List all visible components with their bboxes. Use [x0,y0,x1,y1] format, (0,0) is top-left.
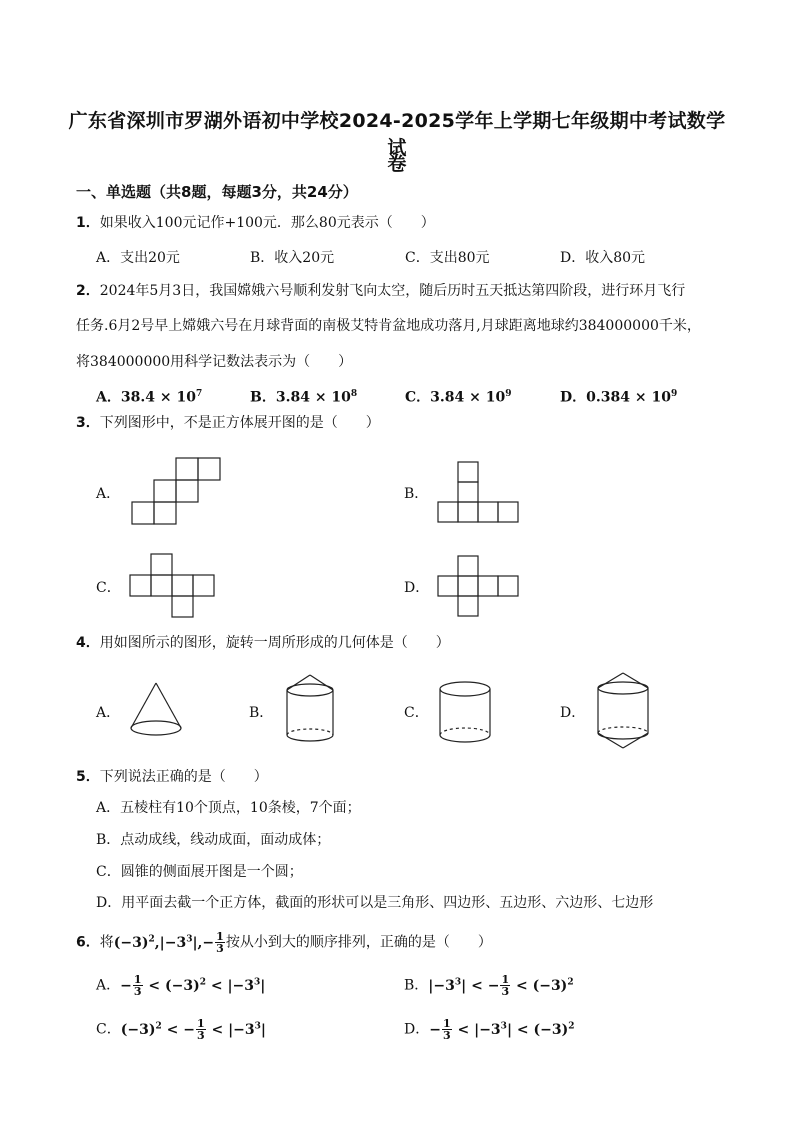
question-number: 5． [76,769,100,785]
section-heading: 一、单选题（共8题，每题3分，共24分） [76,183,358,201]
q1-option-b[interactable]: B．收入20元 [250,250,335,266]
solid-double-cone-cylinder[interactable] [598,673,648,748]
question-text: 如果收入100元记作+100元．那么80元表示（ ） [99,215,435,231]
option-exponent: 7 [195,389,203,399]
q5-option-d[interactable]: D．用平面去截一个正方体，截面的形状可以是三角形、四边形、五边形、六边形、七边形 [96,895,654,911]
q4-label-c[interactable]: C． [404,705,429,721]
option-letter: B． [250,389,276,406]
solid-cylinder-with-cone[interactable] [287,675,333,741]
question-text-pre: 将 [99,934,114,951]
q6-expression: $(-3)^2,|-3^3|,-$ $\frac{1}{3}$ [113,930,224,956]
q6-option-b[interactable]: B．$|-3^3|$ < − $\frac{1}{3}$ < $(-3)^2$ [404,973,574,999]
option-base: 3.84 × 10 [430,389,506,406]
solid-cone[interactable] [131,683,181,735]
question-6 [76,925,492,956]
option-letter: D． [404,1021,430,1038]
exam-title-line1: 广东省深圳市罗湖外语初中学校2024-2025学年上学期七年级期中考试数学试 [68,110,726,159]
q5-option-c[interactable]: C．圆锥的侧面展开图是一个圆； [96,864,303,880]
q1-option-d[interactable]: D．收入80元 [560,250,646,266]
question-4 [76,633,450,653]
q1-option-c[interactable]: C．支出80元 [405,250,490,266]
exam-title-line2: 卷 [387,153,407,175]
fraction-one-third: $\frac{1}{3}$ [216,930,224,956]
cube-net-d[interactable] [438,556,518,616]
question-2-line2: 任务.6月2号早上嫦娥六号在月球背面的南极艾特肯盆地成功落月,月球距离地球约384000000千米， [76,318,701,334]
option-base: 3.84 × 10 [275,389,351,406]
question-number: 2． [76,283,100,299]
q6-option-d[interactable]: D．− $\frac{1}{3}$ < $|-3^3| < (-3)^2$ [404,1017,575,1043]
q3-label-a[interactable]: A． [96,486,121,502]
question-number: 6． [76,934,100,951]
option-letter: C． [405,389,431,406]
cube-net-c[interactable] [130,554,214,617]
q5-option-a[interactable]: A．五棱柱有10个顶点，10条棱，7个面； [96,800,361,816]
question-text: 下列说法正确的是（ ） [99,769,268,785]
question-5 [76,767,268,787]
question-number: 1． [76,215,100,231]
q4-label-d[interactable]: D． [560,705,586,721]
option-letter: B． [404,977,429,994]
q6-option-c[interactable]: C．$(-3)^2$ < − $\frac{1}{3}$ < $|-3^3|$ [96,1017,266,1043]
cube-net-b[interactable] [438,462,518,522]
q3-label-d[interactable]: D． [404,580,430,596]
question-text: 下列图形中，不是正方体展开图的是（ ） [99,415,380,431]
option-exponent: 9 [505,389,512,399]
option-letter: A． [96,389,121,406]
cube-net-a[interactable] [132,458,220,524]
option-base: 0.384 × 10 [586,389,671,406]
option-letter: C． [96,1021,121,1038]
q5-option-b[interactable]: B．点动成线，线动成面，面动成体； [96,832,331,848]
solid-cylinder[interactable] [440,682,490,742]
question-text-post: 按从小到大的顺序排列，正确的是（ ） [225,934,492,951]
q4-label-a[interactable]: A． [96,705,121,721]
question-number: 3． [76,415,100,431]
q6-option-a[interactable]: A．− $\frac{1}{3}$ < $(-3)^2 < |-3^3|$ [96,973,266,999]
q3-label-c[interactable]: C． [96,580,121,596]
question-number: 4． [76,635,100,651]
q1-option-a[interactable]: A．支出20元 [96,250,180,266]
q3-label-b[interactable]: B． [404,486,429,502]
q4-label-b[interactable]: B． [249,705,274,721]
option-letter: D． [560,389,587,406]
option-exponent: 9 [670,389,678,399]
option-base: 38.4 × 10 [120,389,196,406]
question-text: 用如图所示的图形，旋转一周所形成的几何体是（ ） [99,635,450,651]
option-exponent: 8 [350,389,358,399]
question-text-line1: 2024年5月3日，我国嫦娥六号顺利发射飞向太空，随后历时五天抵达第四阶段，进行环月飞行 [99,283,686,299]
question-2-line3: 将384000000用科学记数法表示为（ ） [76,354,353,370]
option-letter: A． [96,977,121,994]
